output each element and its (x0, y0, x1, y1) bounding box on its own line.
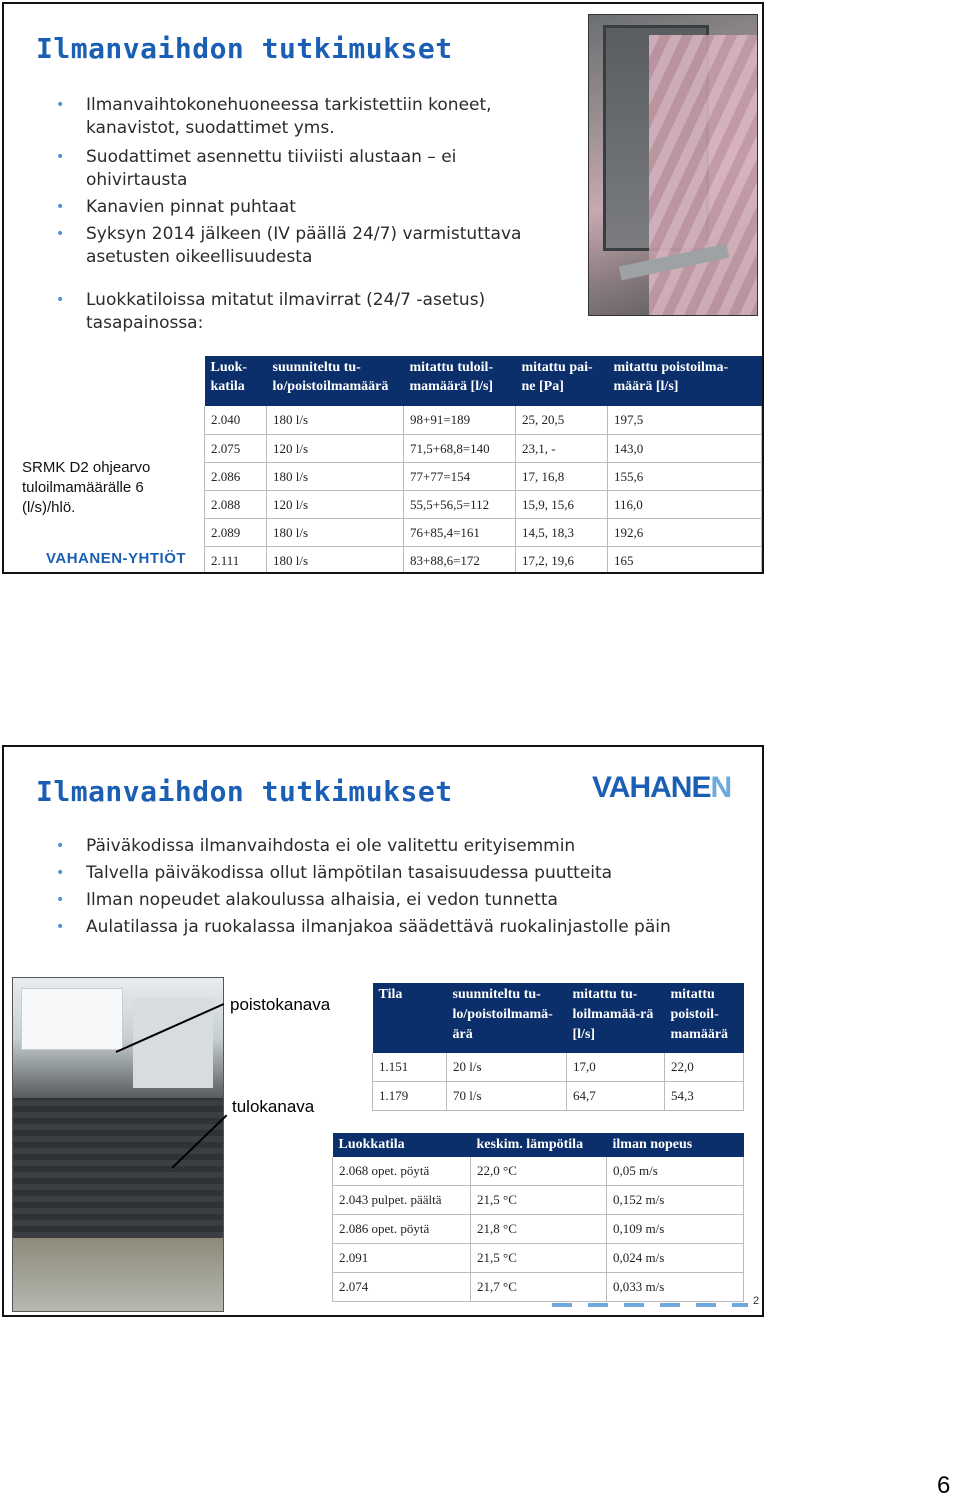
slide-2-title: Ilmanvaihdon tutkimukset (36, 775, 453, 808)
table-cell: 83+88,6=172 (404, 547, 516, 575)
brand-logo: VAHANEN-YHTIÖT (46, 550, 187, 567)
table-cell: 197,5 (608, 406, 762, 435)
slide-2 (2, 745, 764, 1317)
table-cell: 22,0 (665, 1053, 744, 1082)
table-cell: 64,7 (567, 1082, 665, 1111)
brand-logo-main: VAHANE (592, 771, 711, 804)
table-cell: 1.151 (373, 1053, 447, 1082)
table-cell: 21,8 °C (471, 1215, 607, 1244)
table-row (373, 1082, 744, 1111)
table-cell: 2.091 (333, 1244, 471, 1273)
filter-unit-photo (588, 14, 758, 316)
table-cell: 192,6 (608, 519, 762, 547)
table-cell: 2.074 (333, 1273, 471, 1302)
classroom-temperature-table (332, 1133, 744, 1302)
bullet: • Ilmanvaihtokonehuoneessa tarkistettiin koneet, kanavistot, suodattimet yms. (56, 94, 536, 140)
bullet: • Päiväkodissa ilmanvaihdosta ei ole valitettu erityisemmin (56, 835, 716, 858)
cafeteria-photo (12, 977, 224, 1312)
page-number: 6 (937, 1472, 951, 1499)
table-cell: 17,0 (567, 1053, 665, 1082)
table-cell: 2.068 opet. pöytä (333, 1157, 471, 1186)
table-header-row (373, 983, 744, 1053)
brand-logo-accent: N (710, 771, 732, 804)
table-cell: 180 l/s (267, 406, 404, 435)
slide-2-bullet-list (56, 835, 716, 939)
table-cell: 2.043 pulpet. päältä (333, 1186, 471, 1215)
table-cell: 76+85,4=161 (404, 519, 516, 547)
table-header: ilman nopeus (607, 1133, 744, 1157)
table-cell: 120 l/s (267, 491, 404, 519)
bullet: • Suodattimet asennettu tiiviisti alustaan – ei ohivirtausta (56, 146, 536, 192)
table-cell: 70 l/s (447, 1082, 567, 1111)
table-cell: 165 (608, 547, 762, 575)
table-cell: 0,05 m/s (607, 1157, 744, 1186)
table-cell: 25, 20,5 (516, 406, 608, 435)
table-cell: 120 l/s (267, 435, 404, 463)
table-cell: 21,5 °C (471, 1244, 607, 1273)
guideline-note: SRMK D2 ohjearvo tuloilmamäärälle 6 (l/s)/hlö. (22, 459, 151, 516)
footer-decoration (552, 1303, 748, 1307)
table-cell: 17,2, 19,6 (516, 547, 608, 575)
table-row (333, 1244, 744, 1273)
table-cell: 116,0 (608, 491, 762, 519)
table-cell: 21,7 °C (471, 1273, 607, 1302)
table-cell: 2.088 (205, 491, 267, 519)
table-header: mitattu tu-loilmamää-rä [l/s] (567, 983, 665, 1053)
table-header: Luok-katila (205, 356, 267, 406)
table-cell: 21,5 °C (471, 1186, 607, 1215)
table-cell: 71,5+68,8=140 (404, 435, 516, 463)
table-row (205, 463, 762, 491)
table-header: keskim. lämpötila (471, 1133, 607, 1157)
photo-window (21, 988, 123, 1050)
table-row (205, 491, 762, 519)
brand-logo (592, 771, 731, 805)
table-cell: 180 l/s (267, 463, 404, 491)
slide-1 (2, 2, 764, 574)
table-header: mitattu pai-ne [Pa] (516, 356, 608, 406)
table-header: suunniteltu tu-lo/poistoilmamäärä (267, 356, 404, 406)
bullet: • Luokkatiloissa mitatut ilmavirrat (24/7 -asetus) tasapainossa: (56, 289, 536, 335)
slide-1-title: Ilmanvaihdon tutkimukset (36, 32, 453, 65)
table-header: Luokkatila (333, 1133, 471, 1157)
photo-duct (133, 998, 213, 1088)
table-cell: 2.075 (205, 435, 267, 463)
table-header: Tila (373, 983, 447, 1053)
table-header: mitattu poistoil-mamäärä (665, 983, 744, 1053)
table-row (205, 406, 762, 435)
table-cell: 0,024 m/s (607, 1244, 744, 1273)
table-row (333, 1273, 744, 1302)
table-cell: 0,152 m/s (607, 1186, 744, 1215)
table-header: mitattu tuloil-mamäärä [l/s] (404, 356, 516, 406)
supply-duct-label: tulokanava (230, 1095, 316, 1119)
bullet: • Aulatilassa ja ruokalassa ilmanjakoa säädettävä ruokalinjastolle päin (56, 916, 716, 939)
slide-1-bullet-list (56, 94, 536, 335)
photo-filter (649, 35, 757, 315)
table-cell: 15,9, 15,6 (516, 491, 608, 519)
room-airflow-table (372, 983, 744, 1111)
table-cell: 22,0 °C (471, 1157, 607, 1186)
table-cell: 14,5, 18,3 (516, 519, 608, 547)
table-cell: 143,0 (608, 435, 762, 463)
table-cell: 180 l/s (267, 547, 404, 575)
photo-floor (13, 1238, 223, 1311)
photo-stone-wall (13, 1098, 223, 1238)
table-cell: 55,5+56,5=112 (404, 491, 516, 519)
table-row (205, 519, 762, 547)
table-row (373, 1053, 744, 1082)
table-cell: 0,109 m/s (607, 1215, 744, 1244)
bullet: • Kanavien pinnat puhtaat (56, 196, 536, 219)
table-header-row (333, 1133, 744, 1157)
table-cell: 77+77=154 (404, 463, 516, 491)
table-cell: 2.086 (205, 463, 267, 491)
table-row (205, 435, 762, 463)
table-header: mitattu poistoilma-määrä [l/s] (608, 356, 762, 406)
slide-number: 2 (753, 1295, 760, 1307)
table-row (333, 1186, 744, 1215)
table-cell: 2.111 (205, 547, 267, 575)
table-row (333, 1157, 744, 1186)
bullet: • Ilman nopeudet alakoulussa alhaisia, ei vedon tunnetta (56, 889, 716, 912)
exhaust-duct-label: poistokanava (228, 993, 332, 1017)
table-cell: 2.089 (205, 519, 267, 547)
table-header-row (205, 356, 762, 406)
table-cell: 20 l/s (447, 1053, 567, 1082)
table-cell: 2.040 (205, 406, 267, 435)
table-row (333, 1215, 744, 1244)
bullet: • Syksyn 2014 jälkeen (IV päällä 24/7) varmistuttava asetusten oikeellisuudesta (56, 223, 536, 269)
table-cell: 0,033 m/s (607, 1273, 744, 1302)
table-cell: 23,1, - (516, 435, 608, 463)
table-cell: 1.179 (373, 1082, 447, 1111)
airflow-table (204, 356, 762, 574)
table-cell: 180 l/s (267, 519, 404, 547)
table-row (205, 547, 762, 575)
table-header: suunniteltu tu-lo/poistoilmamä-ärä (447, 983, 567, 1053)
table-cell: 98+91=189 (404, 406, 516, 435)
bullet: • Talvella päiväkodissa ollut lämpötilan tasaisuudessa puutteita (56, 862, 716, 885)
table-cell: 54,3 (665, 1082, 744, 1111)
table-cell: 17, 16,8 (516, 463, 608, 491)
table-cell: 155,6 (608, 463, 762, 491)
table-cell: 2.086 opet. pöytä (333, 1215, 471, 1244)
